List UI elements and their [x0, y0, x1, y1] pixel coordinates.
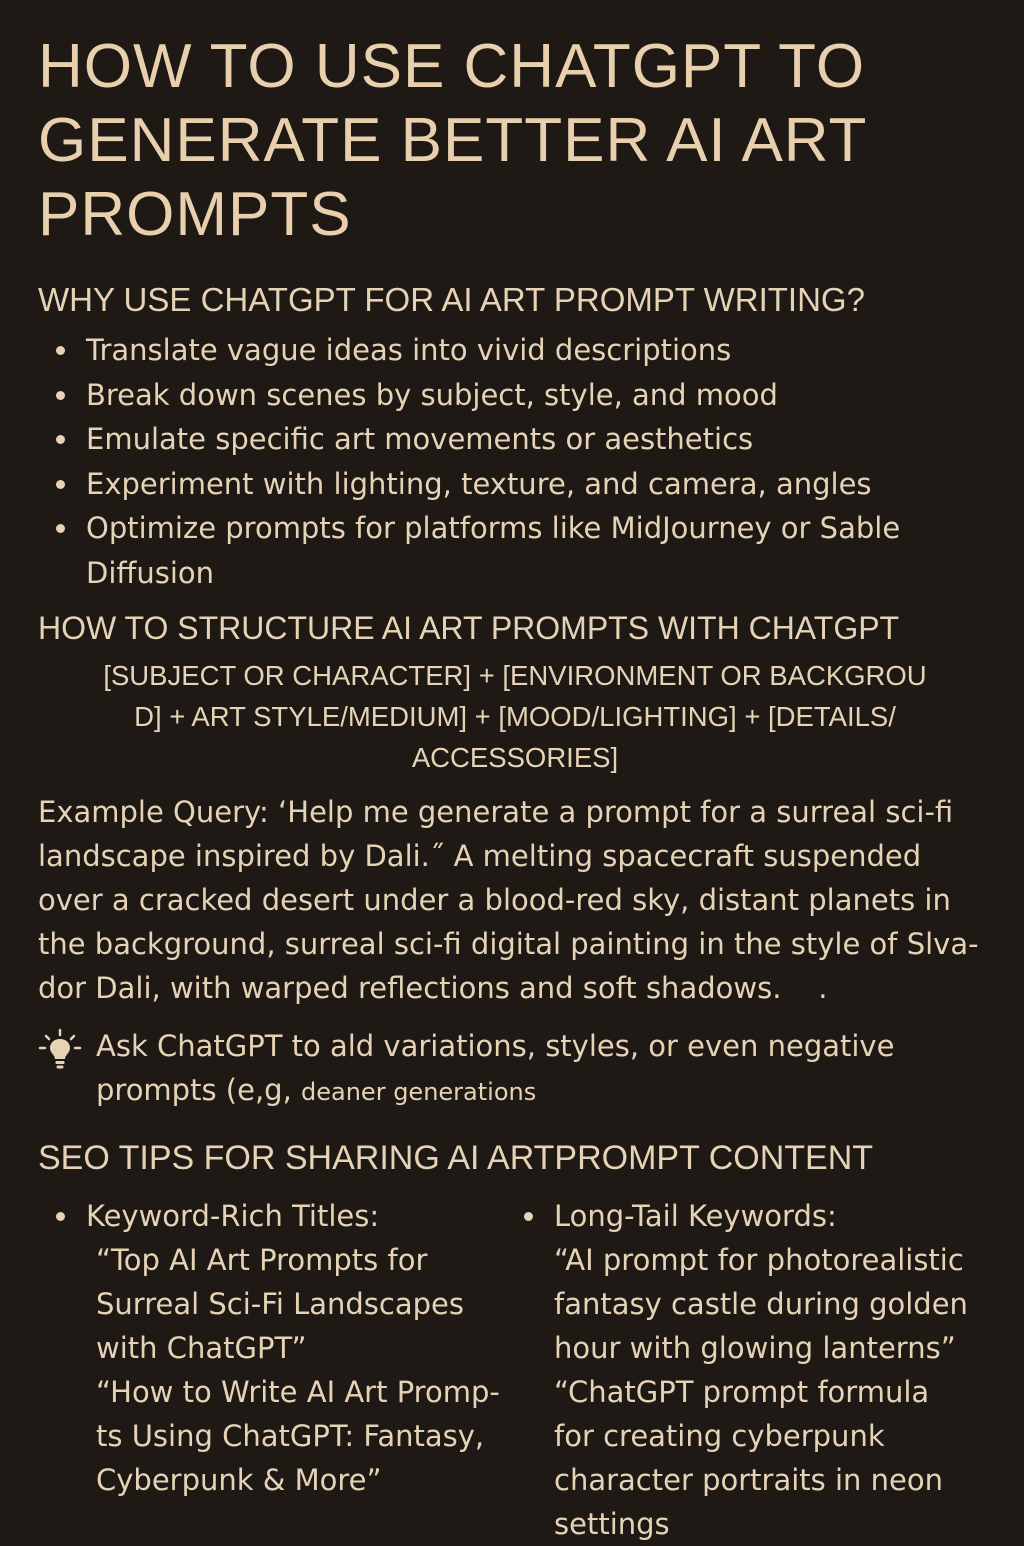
why-list	[38, 328, 992, 595]
title-line: GENERATE BETTER AI ART	[38, 106, 868, 175]
example-line: dor Dali, with warped reflections and soft shadows. .	[38, 971, 828, 1005]
seo-line: fantasy castle during golden	[554, 1287, 968, 1321]
title-line: HOW TO USE CHATGPT TO	[38, 32, 866, 101]
seo-line: for creating cyberpunk	[554, 1419, 885, 1453]
seo-line: settings	[554, 1507, 670, 1541]
example-query	[38, 790, 992, 1010]
seo-line: “Top AI Art Prompts for	[96, 1243, 428, 1277]
why-item-text: Optimize prompts for platforms like MidJourney or Sable	[86, 511, 901, 545]
why-item-text: Break down scenes by subject, style, and mood	[86, 377, 778, 412]
example-line: the background, surreal sci-fi digital painting in the style of Slva-	[38, 927, 979, 961]
structure-heading: HOW TO STRUCTURE AI ART PROMPTS WITH CHATGPT	[38, 610, 900, 646]
why-item	[48, 462, 992, 507]
seo-heading: SEO TIPS FOR SHARING AI ARTPROMPT CONTENT	[38, 1139, 874, 1177]
why-item-text: Emulate specific art movements or aesthetics	[86, 422, 754, 456]
bullet-dot	[56, 480, 65, 489]
seo-line: “ChatGPT prompt formula	[554, 1375, 930, 1409]
seo-columns	[38, 1194, 992, 1546]
seo-line: Surreal Sci-Fi Landscapes	[96, 1287, 464, 1321]
tip-text-part: deaner generations	[301, 1078, 537, 1106]
seo-line: ts Using ChatGPT: Fantasy,	[96, 1419, 485, 1453]
why-item-text: Diffusion	[86, 555, 215, 590]
formula-line: ACCESSORIES]	[411, 742, 619, 773]
why-heading: WHY USE CHATGPT FOR AI ART PROMPT WRITING?	[38, 281, 865, 318]
example-line: Example Query: ‘Help me generate a prompt for a surreal sci-fi	[38, 795, 954, 829]
example-line: landscape inspired by Dali.˝ A melting spacecraft suspended	[38, 839, 922, 873]
formula-line: [SUBJECT OR CHARACTER] + [ENVIRONMENT OR BACKGROU	[103, 660, 927, 691]
lightbulb-icon	[38, 1028, 82, 1072]
why-item-text: Experiment with lighting, texture, and camera, angles	[86, 466, 872, 501]
title-line: PROMPTS	[38, 180, 352, 249]
tip-callout	[38, 1024, 992, 1114]
tip-text: Ask ChatGPT to ald variations, styles, or even negative	[96, 1029, 895, 1063]
tip-text-part: prompts (e,g,	[96, 1073, 302, 1107]
seo-line: hour with glowing lanterns”	[554, 1331, 956, 1365]
tip-text	[96, 1068, 992, 1114]
seo-keyword-titles	[48, 1194, 516, 1546]
why-item	[48, 328, 992, 373]
bullet-dot	[56, 346, 65, 355]
prompt-formula	[38, 655, 992, 778]
bullet-dot	[56, 524, 65, 533]
seo-long-tail-keywords	[516, 1194, 986, 1546]
example-line: over a cracked desert under a blood-red sky, distant planets in	[38, 883, 951, 917]
why-item-text: Translate vague ideas into vivid descriptions	[86, 333, 732, 367]
seo-line: character portraits in neon	[554, 1463, 943, 1497]
seo-line: with ChatGPT”	[96, 1331, 307, 1365]
bullet-dot	[56, 435, 65, 444]
why-item	[48, 417, 992, 462]
why-item	[48, 506, 992, 595]
bullet-dot	[56, 391, 65, 400]
why-item	[48, 373, 992, 418]
formula-line: D] + ART STYLE/MEDIUM] + [MOOD/LIGHTING] + [DETAILS/	[134, 701, 896, 732]
page-title	[38, 30, 992, 252]
seo-line: “AI prompt for photorealistic	[554, 1243, 964, 1277]
bullet-dot	[56, 1212, 65, 1221]
bullet-dot	[524, 1212, 533, 1221]
seo-line: Cyberpunk & More”	[96, 1463, 382, 1497]
seo-col-heading: Long-Tail Keywords:	[554, 1199, 837, 1233]
seo-line: “How to Write AI Art Promp-	[96, 1375, 500, 1409]
seo-col-heading: Keyword-Rich Titles:	[86, 1199, 380, 1233]
